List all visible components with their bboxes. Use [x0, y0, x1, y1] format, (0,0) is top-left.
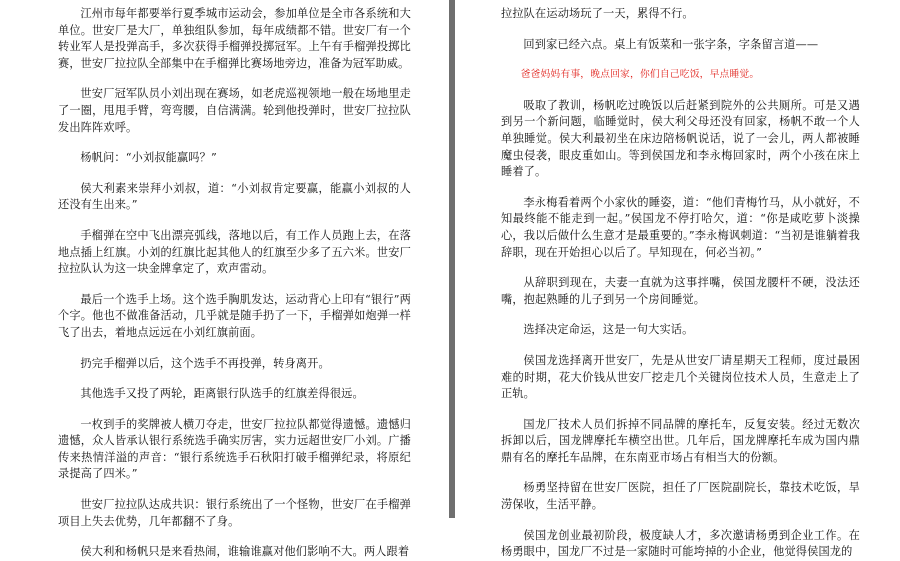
paragraph: 侯大利素来崇拜小刘叔，道：“小刘叔肯定要赢，能赢小刘叔的人还没有生出来。”	[58, 181, 411, 212]
paragraph: 侯国龙创业最初阶段，极度缺人才，多次邀请杨勇到企业工作。在杨勇眼中，国龙厂不过是一家随时可能垮掉的小企业，他觉得侯国龙的	[501, 528, 860, 559]
paragraph: 国龙厂技术人员们拆掉不同品牌的摩托车，反复安装。经过无数次拆卸以后，国龙牌摩托车横空出世。几年后，国龙牌摩托车成为国内鼎鼎有名的摩托车品牌，在东南亚市场占有相当大的份额。	[501, 417, 860, 464]
handwritten-note: 爸爸妈妈有事，晚点回家，你们自己吃饭，早点睡觉。	[520, 69, 760, 81]
paragraph-continuation: 拉拉队在运动场玩了一天，累得不行。	[501, 7, 694, 20]
paragraph: 一枚到手的奖牌被人横刀夺走，世安厂拉拉队都觉得遗憾。遗憾归遗憾，众人皆承认银行系统选手确实厉害，实力远超世安厂小刘。广播传来热情洋溢的声音：“银行系统选手石秋阳打破手榴弹纪录，将原纪录提高了四米。”	[58, 417, 411, 481]
paragraph: 李永梅看着两个小家伙的睡姿，道：“他们青梅竹马，从小就好，不知最终能不能走到一起。”侯国龙不停打哈欠，道：“你是咸吃萝卜淡操心，我以后做什么生意才是最重要的。”李永梅讽刺道：“当初是谁躺着我辞职，现在开始担心以后了。早知现在，何必当初。”	[501, 195, 860, 259]
paragraph: 最后一个选手上场。这个选手胸肌发达，运动背心上印有“银行”两个字。他也不做准备活动，几乎就是随手扔了一下，手榴弹如炮弹一样飞了出去，着地点远远在小刘红旗前面。	[58, 292, 411, 339]
left-page	[0, 0, 449, 559]
paragraph: 吸取了教训，杨帆吃过晚饭以后赶紧到院外的公共厕所。可是又遇到另一个新问题，临睡觉时，侯大利父母还没有回家，杨帆不敢一个人单独睡觉。侯大利最初坐在床边陪杨帆说话，说了一会儿，两人都被睡魔虫侵袭，眼皮重如山。等到侯国龙和李永梅回家时，两个小孩在床上睡着了。	[501, 98, 860, 179]
paragraph: 回到家已经六点。桌上有饭菜和一张字条，字条留言道——	[523, 37, 819, 51]
paragraph: 从辞职到现在，夫妻一直就为这事拌嘴，侯国龙腰杆不硬，没法还嘴，抱起熟睡的儿子到另一个房间睡觉。	[501, 276, 860, 306]
paragraph: 杨勇坚持留在世安厂医院，担任了厂医院副院长，靠技术吃饭，旱涝保收，生活平静。	[501, 481, 860, 512]
paragraph: 侯国龙选择离开世安厂，先是从世安厂请星期天工程师，度过最困难的时期，花大价钱从世安厂挖走几个关键岗位技术人员，生意走上了正轨。	[501, 353, 860, 401]
paragraph: 其他选手又投了两轮，距离银行队选手的红旗差得很远。	[80, 387, 364, 401]
paragraph: 手榴弹在空中飞出漂亮弧线，落地以后，有工作人员跑上去，在落地点插上红旗。小刘的红旗比起其他人的红旗至少多了五六米。世安厂拉拉队认为这一块金牌拿定了，欢声雷动。	[58, 228, 411, 276]
paragraph: 选择决定命运，这是一句大实话。	[523, 323, 694, 337]
paragraph: 扔完手榴弹以后，这个选手不再投弹，转身离开。	[80, 356, 330, 370]
paragraph: 世安厂冠军队员小刘出现在赛场，如老虎巡视领地一般在场地里走了一圈，甩甩手臂，弯弯腰，自信满满。轮到他投弹时，世安厂拉拉队发出阵阵欢呼。	[58, 87, 411, 134]
paragraph: 杨帆问：“小刘叔能赢吗？”	[80, 151, 217, 165]
right-page	[455, 0, 900, 559]
paragraph: 侯大利和杨帆只是来看热闹，谁输谁赢对他们影响不大。两人跟着	[80, 545, 410, 559]
paragraph: 江州市每年都要举行夏季城市运动会，参加单位是全市各系统和大单位。世安厂是大厂，单独组队参加，每年成绩都不错。世安厂有一个转业军人是投弹高手，多次获得手榴弹投掷冠军。上午有手榴弹投掷比赛，世安厂拉拉队全部集中在手榴弹比赛场地旁边，准备为冠军助威。	[58, 7, 411, 70]
paragraph: 世安厂拉拉队达成共识：银行系统出了一个怪物，世安厂在手榴弹项目上失去优势，几年都翻不了身。	[58, 498, 411, 528]
